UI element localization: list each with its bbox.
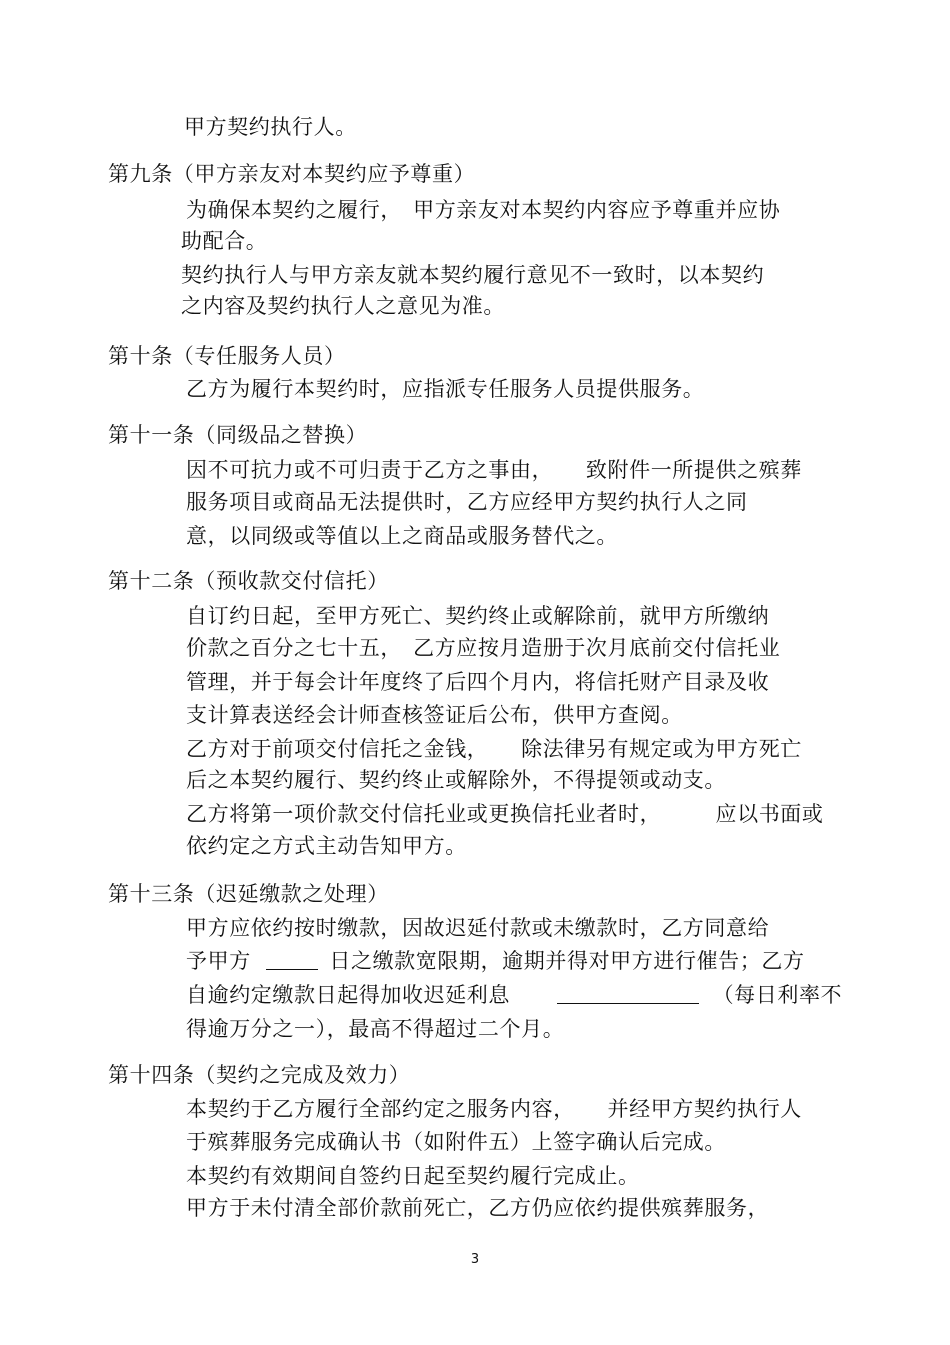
line-text: 自逾约定缴款日起得加收迟延利息 xyxy=(186,983,510,1007)
paragraph-line: 助配合。 xyxy=(181,229,268,253)
paragraph-line: 乙方将第一项价款交付信托业或更换信托业者时， 应以书面或 xyxy=(186,802,824,826)
paragraph-line: 依约定之方式主动告知甲方。 xyxy=(186,834,467,858)
article-10-heading: 第十条（专任服务人员） xyxy=(108,344,346,368)
article-11-heading: 第十一条（同级品之替换） xyxy=(108,423,368,447)
paragraph-line xyxy=(186,946,805,976)
article-14-heading: 第十四条（契约之完成及效力） xyxy=(108,1063,411,1087)
paragraph-line: 为确保本契约之履行， 甲方亲友对本契约内容应予尊重并应协 xyxy=(186,198,781,222)
paragraph-line: 于殡葬服务完成确认书（如附件五）上签字确认后完成。 xyxy=(186,1130,726,1154)
paragraph-line: 管理，并于每会计年度终了后四个月内，将信托财产目录及收 xyxy=(186,670,770,694)
paragraph-line: 契约执行人与甲方亲友就本契约履行意见不一致时，以本契约 xyxy=(181,263,765,287)
article-9-heading: 第九条（甲方亲友对本契约应予尊重） xyxy=(108,162,476,186)
paragraph-line: 意，以同级或等值以上之商品或服务替代之。 xyxy=(186,524,618,548)
paragraph-line: 得逾万分之一），最高不得超过二个月。 xyxy=(186,1017,565,1041)
paragraph-line: 甲方契约执行人。 xyxy=(184,115,357,139)
paragraph-line: 自订约日起，至甲方死亡、契约终止或解除前，就甲方所缴纳 xyxy=(186,604,770,628)
fill-in-blank xyxy=(557,983,699,1004)
paragraph-line: 支计算表送经会计师查核签证后公布，供甲方查阅。 xyxy=(186,703,683,727)
paragraph-line: 甲方于未付清全部价款前死亡，乙方仍应依约提供殡葬服务， xyxy=(186,1196,770,1220)
article-13-heading: 第十三条（迟延缴款之处理） xyxy=(108,882,389,906)
paragraph-line xyxy=(186,980,842,1010)
paragraph-line: 乙方为履行本契约时，应指派专任服务人员提供服务。 xyxy=(186,377,705,401)
paragraph-line: 因不可抗力或不可归责于乙方之事由， 致附件一所提供之殡葬 xyxy=(186,458,802,482)
paragraph-line: 服务项目或商品无法提供时，乙方应经甲方契约执行人之同 xyxy=(186,490,748,514)
paragraph-line: 之内容及契约执行人之意见为准。 xyxy=(181,294,505,318)
fill-in-blank xyxy=(266,949,318,970)
line-text: （每日利率不 xyxy=(712,983,843,1007)
line-text: 日之缴款宽限期，逾期并得对甲方进行催告；乙方 xyxy=(329,949,805,973)
paragraph-line: 后之本契约履行、契约终止或解除外，不得提领或动支。 xyxy=(186,768,726,792)
page-number: 3 xyxy=(470,1252,480,1267)
line-text: 予甲方 xyxy=(186,949,251,973)
paragraph-line: 本契约有效期间自签约日起至契约履行完成止。 xyxy=(186,1164,640,1188)
paragraph-line: 价款之百分之七十五， 乙方应按月造册于次月底前交付信托业 xyxy=(186,636,781,660)
paragraph-line: 乙方对于前项交付信托之金钱， 除法律另有规定或为甲方死亡 xyxy=(186,737,802,761)
article-12-heading: 第十二条（预收款交付信托） xyxy=(108,569,389,593)
paragraph-line: 甲方应依约按时缴款，因故迟延付款或未缴款时，乙方同意给 xyxy=(186,916,770,940)
paragraph-line: 本契约于乙方履行全部约定之服务内容， 并经甲方契约执行人 xyxy=(186,1097,802,1121)
